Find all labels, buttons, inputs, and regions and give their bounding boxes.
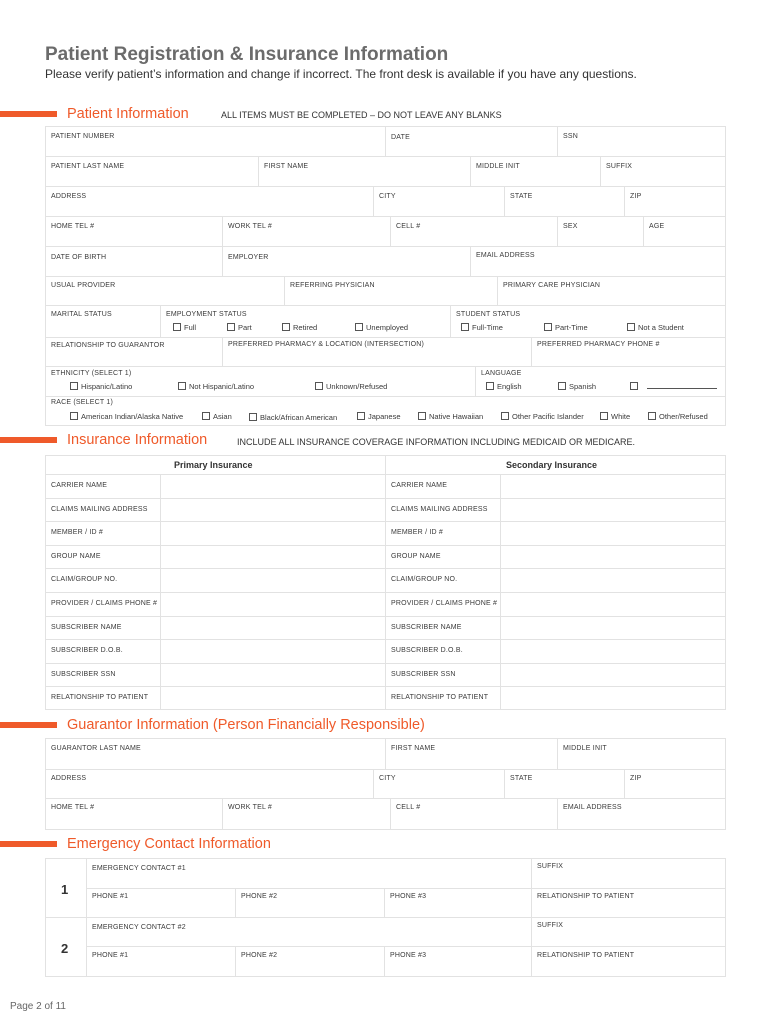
patient-number-label: PATIENT NUMBER bbox=[51, 133, 115, 140]
pharmacy-phone-label: PREFERRED PHARMACY PHONE # bbox=[537, 341, 660, 348]
primary-row-label: SUBSCRIBER D.O.B. bbox=[51, 647, 123, 655]
page-subtitle: Please verify patient’s information and change if incorrect. The front desk is available if you have any questions. bbox=[45, 67, 637, 81]
cell-label: CELL # bbox=[396, 223, 421, 230]
referring-physician-label: REFERRING PHYSICIAN bbox=[290, 282, 375, 289]
primary-row-label: MEMBER / ID # bbox=[51, 529, 103, 537]
secondary-row-label: MEMBER / ID # bbox=[391, 529, 443, 537]
dob-label: DATE OF BIRTH bbox=[51, 254, 107, 261]
contact-1-phone2-label: PHONE #2 bbox=[241, 893, 278, 900]
section-accent-bar bbox=[0, 111, 57, 117]
secondary-row-label: RELATIONSHIP TO PATIENT bbox=[391, 694, 489, 702]
primary-row-label: RELATIONSHIP TO PATIENT bbox=[51, 694, 149, 702]
race-white-checkbox[interactable]: White bbox=[600, 412, 630, 421]
guarantor-first-name-label: FIRST NAME bbox=[391, 745, 436, 752]
language-other-checkbox[interactable] bbox=[630, 382, 717, 391]
primary-row-label: SUBSCRIBER NAME bbox=[51, 623, 122, 631]
patient-section-note: ALL ITEMS MUST BE COMPLETED – DO NOT LEAVE ANY BLANKS bbox=[221, 110, 502, 120]
insurance-section-title: Insurance Information bbox=[67, 432, 208, 448]
race-american-indian-checkbox[interactable]: American Indian/Alaska Native bbox=[70, 412, 183, 421]
guarantor-zip-label: ZIP bbox=[630, 775, 642, 782]
primary-row-label: CARRIER NAME bbox=[51, 482, 108, 489]
contact-2-number: 2 bbox=[61, 941, 69, 956]
guarantor-email-label: EMAIL ADDRESS bbox=[563, 804, 622, 811]
city-label: CITY bbox=[379, 193, 396, 200]
page-number: Page 2 of 11 bbox=[10, 1001, 66, 1012]
primary-row-label: CLAIM/GROUP NO. bbox=[51, 576, 118, 584]
ethnicity-label: ETHNICITY (SELECT 1) bbox=[51, 370, 132, 377]
student-none-checkbox[interactable]: Not a Student bbox=[627, 323, 684, 332]
guarantor-cell-label: CELL # bbox=[396, 804, 421, 811]
contact-2-relationship-label: RELATIONSHIP TO PATIENT bbox=[537, 952, 635, 959]
student-fulltime-checkbox[interactable]: Full-Time bbox=[461, 323, 503, 332]
race-asian-checkbox[interactable]: Asian bbox=[202, 412, 232, 421]
usual-provider-label: USUAL PROVIDER bbox=[51, 282, 116, 289]
guarantor-home-tel-label: HOME TEL # bbox=[51, 804, 95, 811]
race-black-checkbox[interactable]: Black/African American bbox=[249, 413, 337, 422]
employment-part-checkbox[interactable]: Part bbox=[227, 323, 252, 332]
email-label: EMAIL ADDRESS bbox=[476, 252, 535, 259]
primary-row-label: CLAIMS MAILING ADDRESS bbox=[51, 505, 148, 513]
emergency-section-title: Emergency Contact Information bbox=[67, 836, 271, 852]
contact-1-phone3-label: PHONE #3 bbox=[390, 893, 427, 900]
sex-label: SEX bbox=[563, 223, 578, 230]
primary-care-label: PRIMARY CARE PHYSICIAN bbox=[503, 282, 601, 289]
middle-init-label: MIDDLE INIT bbox=[476, 163, 520, 170]
section-accent-bar bbox=[0, 722, 57, 728]
marital-status-label: MARITAL STATUS bbox=[51, 311, 112, 318]
ethnicity-hispanic-checkbox[interactable]: Hispanic/Latino bbox=[70, 382, 132, 391]
secondary-row-label: CARRIER NAME bbox=[391, 482, 448, 489]
employer-label: EMPLOYER bbox=[228, 254, 269, 261]
contact-1-relationship-label: RELATIONSHIP TO PATIENT bbox=[537, 893, 635, 900]
emergency-contact-1-label: EMERGENCY CONTACT #1 bbox=[92, 865, 186, 872]
primary-row-label: SUBSCRIBER SSN bbox=[51, 670, 116, 678]
contact-2-phone2-label: PHONE #2 bbox=[241, 952, 278, 959]
language-label: LANGUAGE bbox=[481, 370, 522, 377]
section-accent-bar bbox=[0, 841, 57, 847]
emergency-contact-2-label: EMERGENCY CONTACT #2 bbox=[92, 924, 186, 931]
secondary-row-label: CLAIM/GROUP NO. bbox=[391, 576, 458, 584]
ethnicity-not-hispanic-checkbox[interactable]: Not Hispanic/Latino bbox=[178, 382, 254, 391]
primary-row-label: PROVIDER / CLAIMS PHONE # bbox=[51, 600, 158, 607]
contact-1-phone1-label: PHONE #1 bbox=[92, 893, 129, 900]
date-label: DATE bbox=[391, 134, 410, 141]
race-label: RACE (SELECT 1) bbox=[51, 399, 113, 406]
guarantor-city-label: CITY bbox=[379, 775, 396, 782]
contact-2-suffix-label: SUFFIX bbox=[537, 922, 564, 929]
address-label: ADDRESS bbox=[51, 193, 87, 200]
guarantor-section-title: Guarantor Information (Person Financially Responsible) bbox=[67, 717, 425, 733]
contact-1-suffix-label: SUFFIX bbox=[537, 863, 564, 870]
contact-2-phone1-label: PHONE #1 bbox=[92, 952, 129, 959]
secondary-row-label: SUBSCRIBER D.O.B. bbox=[391, 647, 463, 655]
race-japanese-checkbox[interactable]: Japanese bbox=[357, 412, 401, 421]
student-parttime-checkbox[interactable]: Part-Time bbox=[544, 323, 588, 332]
contact-2-phone3-label: PHONE #3 bbox=[390, 952, 427, 959]
last-name-label: PATIENT LAST NAME bbox=[51, 163, 125, 170]
insurance-section-note: INCLUDE ALL INSURANCE COVERAGE INFORMATION INCLUDING MEDICAID OR MEDICARE. bbox=[237, 437, 636, 447]
ssn-label: SSN bbox=[563, 133, 578, 140]
guarantor-state-label: STATE bbox=[510, 775, 533, 782]
guarantor-address-label: ADDRESS bbox=[51, 775, 87, 782]
work-tel-label: WORK TEL # bbox=[228, 223, 273, 230]
primary-row-label: GROUP NAME bbox=[51, 552, 101, 560]
employment-unemployed-checkbox[interactable]: Unemployed bbox=[355, 323, 408, 332]
secondary-row-label: GROUP NAME bbox=[391, 552, 441, 560]
secondary-row-label: CLAIMS MAILING ADDRESS bbox=[391, 505, 488, 513]
student-status-label: STUDENT STATUS bbox=[456, 311, 521, 318]
ethnicity-unknown-checkbox[interactable]: Unknown/Refused bbox=[315, 382, 387, 391]
suffix-label: SUFFIX bbox=[606, 163, 633, 170]
age-label: AGE bbox=[649, 223, 665, 230]
page-title: Patient Registration & Insurance Information bbox=[45, 44, 449, 65]
secondary-row-label: SUBSCRIBER NAME bbox=[391, 623, 462, 631]
section-accent-bar bbox=[0, 437, 57, 443]
secondary-insurance-heading: Secondary Insurance bbox=[506, 460, 598, 470]
primary-insurance-heading: Primary Insurance bbox=[174, 460, 253, 470]
zip-label: ZIP bbox=[630, 193, 642, 200]
patient-section-title: Patient Information bbox=[67, 106, 189, 122]
secondary-row-label: PROVIDER / CLAIMS PHONE # bbox=[391, 600, 498, 607]
employment-full-checkbox[interactable]: Full bbox=[173, 323, 196, 332]
language-spanish-checkbox[interactable]: Spanish bbox=[558, 382, 596, 391]
race-pacific-islander-checkbox[interactable]: Other Pacific Islander bbox=[501, 412, 584, 421]
pharmacy-label: PREFERRED PHARMACY & LOCATION (INTERSECTION) bbox=[228, 341, 425, 348]
guarantor-work-tel-label: WORK TEL # bbox=[228, 804, 273, 811]
guarantor-middle-init-label: MIDDLE INIT bbox=[563, 745, 607, 752]
language-english-checkbox[interactable]: English bbox=[486, 382, 522, 391]
employment-retired-checkbox[interactable]: Retired bbox=[282, 323, 317, 332]
race-native-hawaiian-checkbox[interactable]: Native Hawaiian bbox=[418, 412, 483, 421]
first-name-label: FIRST NAME bbox=[264, 163, 309, 170]
contact-1-number: 1 bbox=[61, 882, 69, 897]
home-tel-label: HOME TEL # bbox=[51, 223, 95, 230]
relationship-guarantor-label: RELATIONSHIP TO GUARANTOR bbox=[51, 342, 165, 349]
state-label: STATE bbox=[510, 193, 533, 200]
race-other-checkbox[interactable]: Other/Refused bbox=[648, 412, 708, 421]
secondary-row-label: SUBSCRIBER SSN bbox=[391, 670, 456, 678]
employment-status-label: EMPLOYMENT STATUS bbox=[166, 311, 247, 318]
guarantor-last-name-label: GUARANTOR LAST NAME bbox=[51, 745, 141, 752]
